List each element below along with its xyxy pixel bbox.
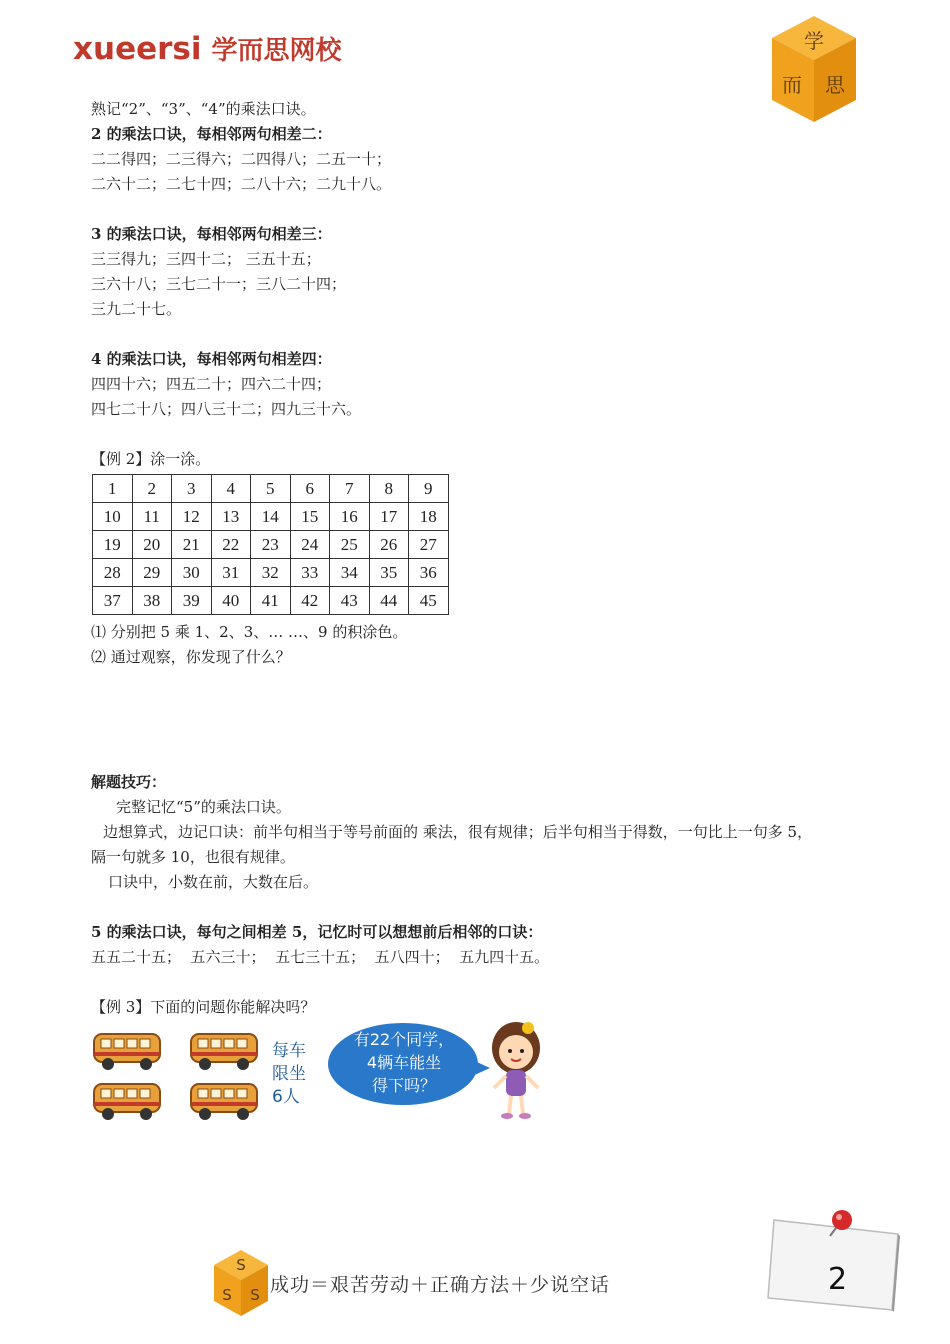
grid-cell: 36 [409, 559, 449, 587]
speech-bubble-text [344, 1028, 464, 1097]
example2-question-2: ⑵ 通过观察，你发现了什么？ [91, 648, 291, 666]
grid-row [93, 531, 449, 559]
grid-cell: 33 [290, 559, 330, 587]
cube-char-2: 而 [782, 73, 802, 97]
tips-line-2: 边想算式，边记口诀：前半句相当于等号前面的 乘法，很有规律；后半句相当于得数，一句比上一句多 5， [103, 823, 813, 841]
intro-text: 熟记“2”、“3”、“4”的乘法口诀。 [91, 100, 316, 118]
grid-cell: 2 [132, 475, 172, 503]
grid-cell: 42 [290, 587, 330, 615]
grid-cell: 14 [251, 503, 291, 531]
bubble-line: 4辆车能坐 [366, 1053, 442, 1072]
grid-cell: 23 [251, 531, 291, 559]
grid-cell: 13 [211, 503, 251, 531]
grid-cell: 32 [251, 559, 291, 587]
grid-row [93, 559, 449, 587]
grid-cell: 15 [290, 503, 330, 531]
grid-row [93, 475, 449, 503]
section5-line: 五五二十五； 五六三十； 五七三十五； 五八四十； 五九四十五。 [91, 948, 550, 966]
tips-line-3: 隔一句就多 10，也很有规律。 [91, 848, 295, 866]
grid-cell: 30 [172, 559, 212, 587]
grid-cell: 27 [409, 531, 449, 559]
section3-line: 三三得九；三四十二； 三五十五； [91, 250, 321, 268]
section3-title: 3 的乘法口诀，每相邻两句相差三： [91, 225, 332, 243]
grid-cell: 8 [369, 475, 409, 503]
grid-cell: 41 [251, 587, 291, 615]
main-content [91, 97, 871, 472]
grid-cell: 31 [211, 559, 251, 587]
example2-label: 【例 2】涂一涂。 [91, 450, 211, 468]
grid-row [93, 503, 449, 531]
grid-cell: 4 [211, 475, 251, 503]
seat-limit-note [272, 1040, 306, 1109]
grid-cell: 35 [369, 559, 409, 587]
section2-title: 2 的乘法口诀，每相邻两句相差二： [91, 125, 332, 143]
grid-cell: 34 [330, 559, 370, 587]
sss-cube-icon [210, 1248, 272, 1318]
grid-cell: 17 [369, 503, 409, 531]
tips-title: 解题技巧： [91, 773, 167, 791]
section2-line: 二六十二；二七十四；二八十六；二九十八。 [91, 175, 392, 193]
grid-cell: 11 [132, 503, 172, 531]
grid-cell: 19 [93, 531, 133, 559]
bus-icon [189, 1030, 259, 1072]
grid-cell: 21 [172, 531, 212, 559]
number-grid [92, 474, 449, 615]
section4-line: 四四十六；四五二十；四六二十四； [91, 375, 332, 393]
section2-line: 二二得四；二三得六；二四得八；二五一十； [91, 150, 392, 168]
grid-cell: 40 [211, 587, 251, 615]
sss-letter: S [236, 1256, 246, 1274]
seat-limit-line: 限坐 [272, 1064, 306, 1084]
brand-cn: 学而思网校 [211, 36, 342, 66]
page-number: 2 [828, 1262, 848, 1297]
brand-en: xueersi [73, 31, 202, 67]
sss-letter: S [250, 1286, 260, 1304]
grid-cell: 6 [290, 475, 330, 503]
grid-cell: 10 [93, 503, 133, 531]
bus-icon [92, 1080, 162, 1122]
grid-cell: 37 [93, 587, 133, 615]
grid-cell: 24 [290, 531, 330, 559]
grid-cell: 7 [330, 475, 370, 503]
grid-row [93, 587, 449, 615]
section5-title: 5 的乘法口诀，每句之间相差 5，记忆时可以想想前后相邻的口诀： [91, 923, 543, 941]
grid-cell: 1 [93, 475, 133, 503]
cube-char-1: 学 [804, 29, 824, 53]
grid-cell: 26 [369, 531, 409, 559]
grid-cell: 38 [132, 587, 172, 615]
grid-cell: 12 [172, 503, 212, 531]
section3-line: 三六十八；三七二十一；三八二十四； [91, 275, 347, 293]
grid-cell: 28 [93, 559, 133, 587]
grid-cell: 22 [211, 531, 251, 559]
grid-cell: 3 [172, 475, 212, 503]
seat-limit-line: 每车 [272, 1041, 306, 1061]
page-note-icon [764, 1206, 904, 1316]
section4-title: 4 的乘法口诀，每相邻两句相差四： [91, 350, 332, 368]
grid-cell: 16 [330, 503, 370, 531]
cube-char-3: 思 [825, 73, 845, 97]
tips-line-4: 口诀中，小数在前，大数在后。 [108, 873, 319, 891]
grid-cell: 44 [369, 587, 409, 615]
grid-cell: 5 [251, 475, 291, 503]
example2-question-1: ⑴ 分别把 5 乘 1、2、3、… …、9 的积涂色。 [91, 623, 408, 641]
grid-cell: 43 [330, 587, 370, 615]
grid-cell: 18 [409, 503, 449, 531]
footer-slogan: 成功＝艰苦劳动＋正确方法＋少说空话 [270, 1274, 611, 1296]
grid-cell: 45 [409, 587, 449, 615]
brand-logo [73, 30, 342, 70]
bus-icon [92, 1030, 162, 1072]
example3-label: 【例 3】下面的问题你能解决吗？ [91, 998, 316, 1016]
girl-illustration-icon [482, 1018, 548, 1122]
grid-cell: 9 [409, 475, 449, 503]
bus-icon [189, 1080, 259, 1122]
grid-cell: 20 [132, 531, 172, 559]
sss-letter: S [222, 1286, 232, 1304]
grid-cell: 25 [330, 531, 370, 559]
section4-line: 四七二十八；四八三十二；四九三十六。 [91, 400, 362, 418]
bubble-line: 得下吗？ [371, 1076, 436, 1095]
grid-cell: 39 [172, 587, 212, 615]
bubble-line: 有22个同学， [353, 1030, 455, 1049]
grid-cell: 29 [132, 559, 172, 587]
section3-line: 三九二十七。 [91, 300, 182, 318]
tips-line-1: 完整记忆“5”的乘法口诀。 [116, 798, 291, 816]
seat-limit-line: 6人 [272, 1087, 300, 1107]
